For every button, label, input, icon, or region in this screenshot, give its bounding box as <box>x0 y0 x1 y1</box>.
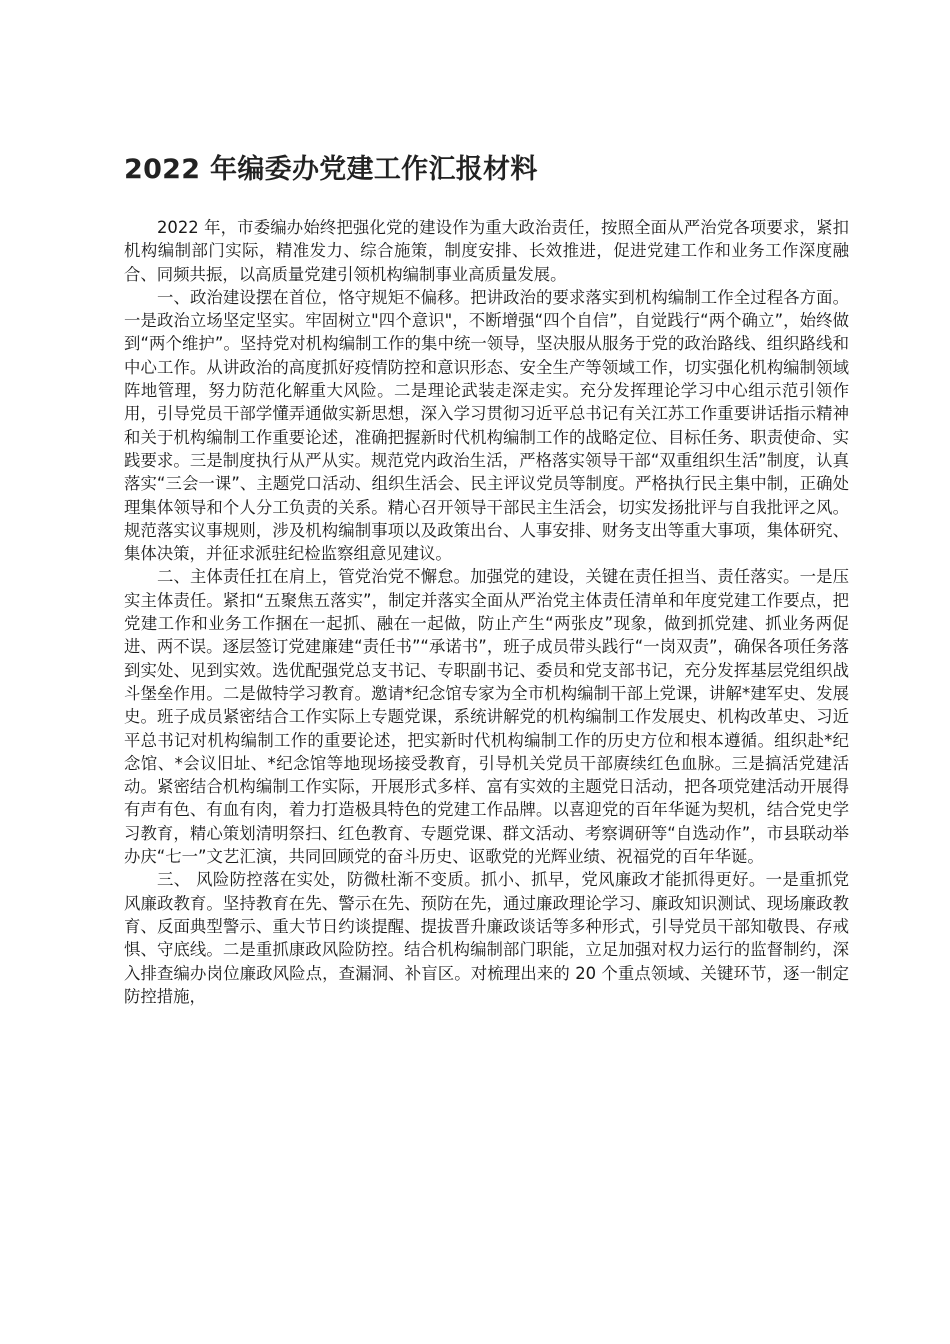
section-1-paragraph: 一、政治建设摆在首位，恪守规矩不偏移。把讲政治的要求落实到机构编制工作全过程各方面。一是政治立场坚定坚实。牢固树立"四个意识"，不断增强“四个自信”，自觉践行“两个确立”，始终做到“两个维护”。坚持党对机构编制工作的集中统一领导，坚决服从服务于党的政治路线、组织路线和中心工作。从讲政治的高度抓好疫情防控和意识形态、安全生产等领域工作，切实强化机构编制领域阵地管理，努力防范化解重大风险。二是理论武装走深走实。充分发挥理论学习中心组示范引领作用，引导党员干部学懂弄通做实新思想，深入学习贯彻习近平总书记有关江苏工作重要讲话指示精神和关于机构编制工作重要论述，准确把握新时代机构编制工作的战略定位、目标任务、职责使命、实践要求。三是制度执行从严从实。规范党内政治生活，严格落实领导干部“双重组织生活”制度，认真落实“三会一课”、主题党口活动、组织生活会、民主评议党员等制度。严格执行民主集中制，正确处理集体领导和个人分工负责的关系。精心召开领导干部民主生活会，切实发扬批评与自我批评之风。规范落实议事规则，涉及机构编制事项以及政策出台、人事安排、财务支出等重大事项，集体研究、集体决策，并征求派驻纪检监察组意见建议。 <box>124 287 849 564</box>
intro-paragraph: 2022 年，市委编办始终把强化党的建设作为重大政治责任，按照全面从严治党各项要求，紧扣机构编制部门实际，精准发力、综合施策，制度安排、长效推进，促进党建工作和业务工作深度融合、同频共振，以高质量党建引领机构编制事业高质量发展。 <box>124 218 849 284</box>
document-title: 2022 年编委办党建工作汇报材料 <box>124 154 538 185</box>
section-3-paragraph: 三、 风险防控落在实处，防微杜渐不变质。抓小、抓早，党风廉政才能抓得更好。一是重抓党风廉政教育。坚持教育在先、警示在先、预防在先，通过廉政理论学习、廉政知识测试、现场廉政教育、反面典型警示、重大节日约谈提醒、提拔晋升廉政谈话等多种形式，引导党员干部知敬畏、存戒惧、守底线。二是重抓康政风险防控。结合机构编制部门职能，立足加强对权力运行的监督制约，深入排查编办岗位廉政风险点，查漏洞、补盲区。对梳理出来的 20 个重点领域、关键环节，逐一制定防控措施， <box>124 870 849 1006</box>
section-2-paragraph: 二、主体责任扛在肩上，管党治党不懈怠。加强党的建设，关键在责任担当、责任落实。一是压实主体责任。紧扣“五聚焦五落实”，制定并落实全面从严治党主体责任清单和年度党建工作要点，把党建工作和业务工作捆在一起抓、融在一起做，防止产生“两张皮”现象，做到抓党建、抓业务两促进、两不误。逐层签订党建廉建“责任书”“承诺书”，班子成员带头践行“一岗双责”，确保各项任务落到实处、见到实效。选优配强党总支书记、专职副书记、委员和党支部书记，充分发挥基层党组织战斗堡垒作用。二是做特学习教育。邀请*纪念馆专家为全市机构编制干部上党课，讲解*建军史、发展史。班子成员紧密结合工作实际上专题党课，系统讲解党的机构编制工作发展史、机构改革史、习近平总书记对机构编制工作的重要论述，把实新时代机构编制工作的历史方位和根本遵循。组织赴*纪念馆、*会议旧址、*纪念馆等地现场接受教育，引导机关党员干部赓续红色血脉。三是搞活党建活动。紧密结合机构编制工作实际，开展形式多样、富有实效的主题党日活动，把各项党建活动开展得有声有色、有血有肉，着力打造极具特色的党建工作品牌。以喜迎党的百年华诞为契机，结合党史学习教育，精心策划清明祭扫、红色教育、专题党课、群文活动、考察调研等“自选动作”，市县联动举办庆“七一”文艺汇演，共同回顾党的奋斗历史、讴歌党的光辉业绩、祝福党的百年华诞。 <box>124 567 849 867</box>
document-page <box>124 150 849 1008</box>
